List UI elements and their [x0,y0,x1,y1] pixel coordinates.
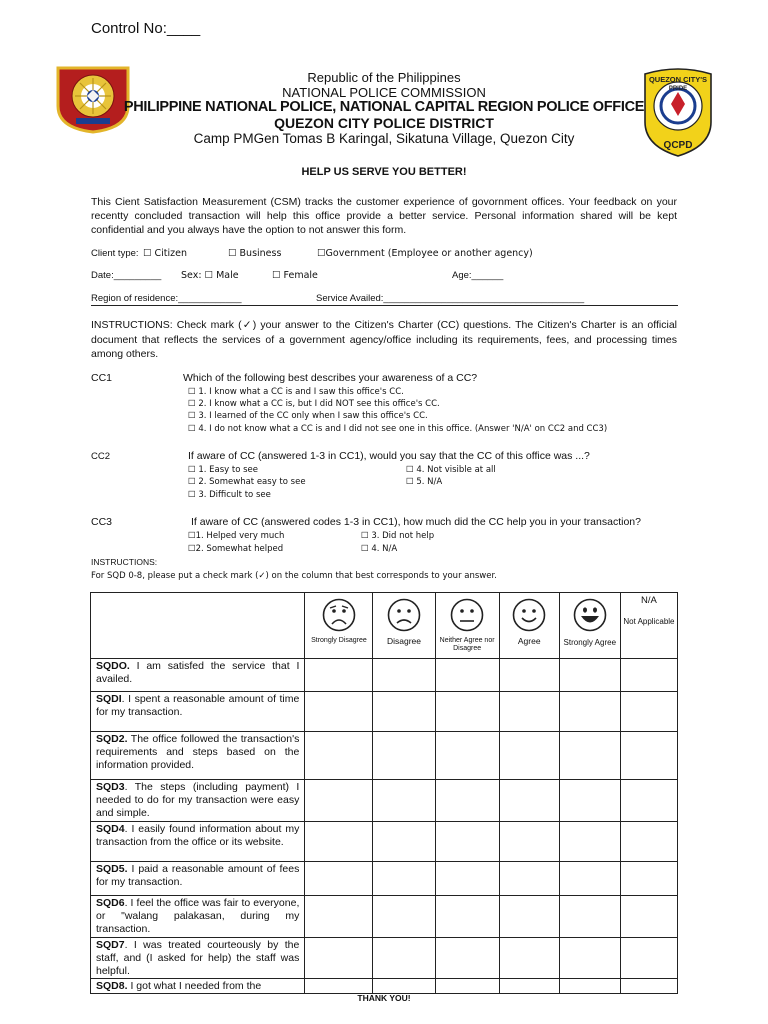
thank-you: THANK YOU! [357,993,411,1003]
client-type-business[interactable]: ☐ Business [228,248,282,259]
sqd-text: . I was treated courteously by the staff, and (I asked for help) the staff was helpful. [96,939,300,977]
scale-label: Disagree [387,636,422,646]
rating-cell[interactable] [373,692,435,732]
cc1-option[interactable]: ☐ 4. I do not know what a CC is and I did not see one in this office. (Answer 'N/A' on CC2 and CC3) [188,424,608,434]
sqd-question [91,732,305,780]
na-label: N/A [641,595,657,606]
scale-header [559,593,620,659]
sqd-code: SQDI [96,693,122,705]
rating-cell[interactable] [620,659,677,692]
sqd-row [91,822,678,862]
sqd-question [91,979,305,994]
rating-cell[interactable] [305,896,373,938]
cc1-question: Which of the following best describes your awareness of a CC? [183,372,478,384]
cc2-option[interactable]: ☐ 2. Somewhat easy to see [188,477,306,487]
sad-face-icon [386,597,422,633]
rating-cell[interactable] [305,979,373,994]
na-full-label: Not Applicable [623,617,675,626]
sqd-code: SQD5. [96,863,128,875]
sqd-text: I paid a reasonable amount of fees for my transaction. [96,863,300,888]
rating-cell[interactable] [373,780,435,822]
rating-cell[interactable] [620,979,677,994]
rating-cell[interactable] [435,780,499,822]
svg-text:PRIDE: PRIDE [668,86,688,92]
rating-cell[interactable] [305,938,373,979]
rating-cell[interactable] [620,938,677,979]
header-qcpd: QUEZON CITY POLICE DISTRICT [274,115,494,131]
rating-cell[interactable] [499,732,559,780]
header-blank-cell [91,593,305,659]
rating-cell[interactable] [373,732,435,780]
cc3-question: If aware of CC (answered codes 1-3 in CC1), how much did the CC help you in your transaction? [191,516,641,528]
rating-cell[interactable] [373,659,435,692]
sqd-table [90,592,678,994]
sqd-row [91,732,678,780]
rating-cell[interactable] [305,862,373,896]
sqd-text: I got what I needed from the [130,980,262,992]
rating-cell[interactable] [559,659,620,692]
sqd-question [91,692,305,732]
control-number: Control No:____ [91,20,201,37]
scale-label: Strongly Agree [563,638,617,647]
rating-cell[interactable] [499,692,559,732]
rating-cell[interactable] [620,822,677,862]
sqd-question [91,659,305,692]
form-title: HELP US SERVE YOU BETTER! [301,166,467,178]
svg-text:QCPD: QCPD [663,140,693,151]
rating-cell[interactable] [559,732,620,780]
rating-cell[interactable] [620,780,677,822]
sqd-question [91,822,305,862]
sqd-code: SQD6 [96,897,125,909]
cc2-option[interactable]: ☐ 1. Easy to see [188,465,258,475]
sex-male[interactable]: Sex: ☐ Male [181,270,239,281]
scale-header [499,593,559,659]
sqd-question [91,862,305,896]
rating-cell[interactable] [435,659,499,692]
sqd-text: I am satisfed the service that I availed. [96,660,300,685]
sqd-header-row [91,593,678,659]
sqd-code: SQD4 [96,823,125,835]
age-field[interactable]: Age:______ [452,270,504,281]
sqd-code: SQDO. [96,660,130,672]
sqd-question [91,896,305,938]
sqd-text: . I spent a reasonable amount of time for my transaction. [96,693,300,718]
rating-cell[interactable] [435,822,499,862]
rating-cell[interactable] [435,896,499,938]
sex-female[interactable]: ☐ Female [272,270,318,281]
sqd-row [91,692,678,732]
rating-cell[interactable] [305,780,373,822]
service-field[interactable]: Service Availed:______________________________________ [316,293,585,304]
rating-cell[interactable] [559,692,620,732]
rating-cell[interactable] [373,938,435,979]
rating-cell[interactable] [435,732,499,780]
sqd-question [91,938,305,979]
rating-cell[interactable] [559,780,620,822]
rating-cell[interactable] [305,659,373,692]
cc1-option[interactable]: ☐ 2. I know what a CC is, but I did NOT see this office's CC. [188,399,440,409]
very-sad-face-icon [321,597,357,633]
cc3-option[interactable]: ☐2. Somewhat helped [188,544,284,554]
rating-cell[interactable] [373,822,435,862]
rating-cell[interactable] [499,896,559,938]
rating-cell[interactable] [435,979,499,994]
scale-label: Agree [517,636,541,646]
rating-cell[interactable] [620,862,677,896]
rating-cell[interactable] [559,979,620,994]
cc3-option[interactable]: ☐1. Helped very much [188,531,285,541]
cc3-option[interactable]: ☐ 3. Did not help [361,531,435,541]
scale-label: Strongly Disagree [311,637,367,644]
rating-cell[interactable] [373,979,435,994]
rating-cell[interactable] [435,862,499,896]
rating-cell[interactable] [435,692,499,732]
rating-cell[interactable] [620,896,677,938]
sqd-row [91,938,678,979]
big-smile-face-icon [572,597,608,633]
cc2-option[interactable]: ☐ 3. Difficult to see [188,490,271,500]
sqd-code: SQD7 [96,939,125,951]
cc1-option[interactable]: ☐ 3. I learned of the CC only when I saw this office's CC. [188,411,428,421]
rating-cell[interactable] [499,979,559,994]
rating-cell[interactable] [499,780,559,822]
header-pnp: PHILIPPINE NATIONAL POLICE, NATIONAL CAPITAL REGION POLICE OFFICE [123,99,645,115]
scale-header [373,593,435,659]
rating-cell[interactable] [305,822,373,862]
rating-cell[interactable] [620,692,677,732]
sqd-code: SQD3 [96,781,125,793]
rating-cell[interactable] [559,938,620,979]
client-type-government[interactable]: ☐Government (Employee or another agency) [317,248,533,259]
header-address: Camp PMGen Tomas B Karingal, Sikatuna Village, Quezon City [193,131,575,146]
cc-instructions: INSTRUCTIONS: Check mark (✓) your answer to the Citizen's Charter (CC) questions. The Citizen's Charter is an official document that reflects the services of a government agency/office including its requirements, fees, and processing times among others. [91,319,677,360]
sqd-row [91,780,678,822]
scale-label: Neither Agree nor Disagree [439,637,495,652]
header-republic: Republic of the Philippines [307,70,461,85]
client-type-label: Client type: [91,248,139,259]
rating-cell[interactable] [559,896,620,938]
sqd-code: SQD2. [96,733,128,745]
smile-face-icon [511,597,547,633]
svg-text:QUEZON CITY'S: QUEZON CITY'S [648,75,708,84]
region-field[interactable]: Region of residence:____________ [91,293,242,304]
rating-cell[interactable] [373,896,435,938]
rating-cell[interactable] [499,938,559,979]
sqd-row [91,979,678,994]
sqd-text: . I easily found information about my transaction from the office or its website. [96,823,300,848]
sqd-row [91,862,678,896]
rating-cell[interactable] [499,822,559,862]
cc2-option[interactable]: ☐ 5. N/A [406,477,443,487]
rating-cell[interactable] [305,732,373,780]
sqd-row [91,896,678,938]
cc2-code: CC2 [91,451,111,462]
na-header [620,593,677,659]
sqd-instructions-text: For SQD 0-8, please put a check mark (✓) on the column that best corresponds to your answer. [91,571,497,581]
intro-paragraph: This Cient Satisfaction Measurement (CSM) tracks the customer experience of govornment offices. Your feedback on your recentty concluded transaction will help this office provide a better service. Personal information shared will be kept confidential and you always have the option to not answer this form. [91,196,677,236]
sqd-code: SQD8. [96,980,128,992]
cc2-option[interactable]: ☐ 4. Not visible at all [406,465,496,475]
cc3-option[interactable]: ☐ 4. N/A [361,544,398,554]
rating-cell[interactable] [559,822,620,862]
date-field[interactable]: Date:_________ [91,270,162,281]
sqd-text: . I feel the office was fair to everyone, or "walang palakasan, during my transaction. [96,897,300,935]
scale-header [435,593,499,659]
sqd-instructions-label: INSTRUCTIONS: [91,557,158,567]
rating-cell[interactable] [435,938,499,979]
neutral-face-icon [449,597,485,633]
rating-cell[interactable] [499,659,559,692]
sqd-text: The office followed the transaction's requirements and steps based on the information provided. [96,733,300,771]
sqd-text: . The steps (including payment) I needed to do for my transaction were easy and simple. [96,781,300,819]
section-divider [91,305,678,306]
cc1-code: CC1 [91,372,113,384]
cc3-code: CC3 [91,516,113,528]
header-napolcom: NATIONAL POLICE COMMISSION [282,85,486,100]
cc1-option[interactable]: ☐ 1. I know what a CC is and I saw this office's CC. [188,387,404,397]
cc2-question: If aware of CC (answered 1-3 in CC1), would you say that the CC of this office was ...? [188,450,590,462]
scale-header [305,593,373,659]
rating-cell[interactable] [499,862,559,896]
sqd-row [91,659,678,692]
sqd-question [91,780,305,822]
rating-cell[interactable] [305,692,373,732]
rating-cell[interactable] [559,862,620,896]
rating-cell[interactable] [373,862,435,896]
client-type-citizen[interactable]: ☐ Citizen [143,248,188,259]
rating-cell[interactable] [620,732,677,780]
